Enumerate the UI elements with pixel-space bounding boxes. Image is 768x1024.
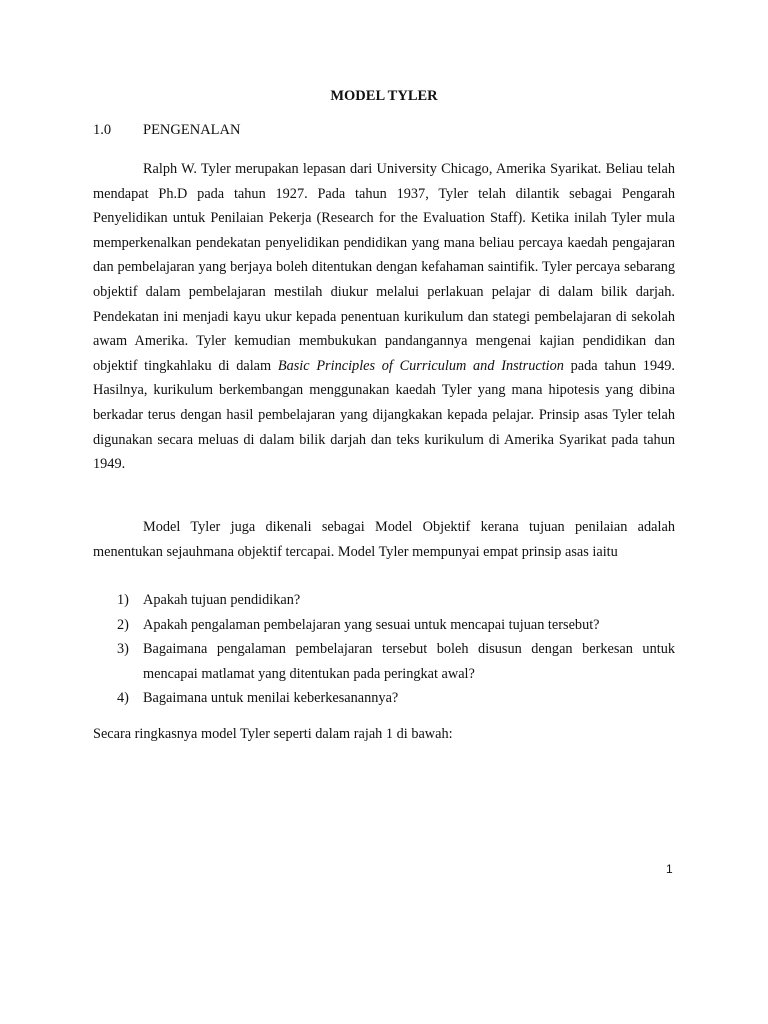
intro-paragraph [93,157,675,477]
list-marker: 2) [117,616,129,633]
list-marker: 3) [117,641,129,658]
document-title: MODEL TYLER [330,88,438,104]
principles-list [93,588,675,711]
list-item [93,613,675,638]
list-marker: 1) [117,592,129,608]
list-item-text: Bagaimana untuk menilai keberkesanannya? [143,690,399,707]
intro-text-start: Ralph W. Tyler merupakan lepasan dari University Chicago, Amerika Syarikat. Beliau telah mendapat Ph.D pada tahun 1927. Pada tahun 1937, Tyler telah dilantik sebagai Pengarah Penyelidikan untuk Penilaian Pekerja (Research for the Evaluation Staff). Ketika inilah Tyler mula memperkenalkan pendekatan penyelidikan pendidikan yang mana beliau percaya kaedah pengajaran dan pembelajaran yang berjaya boleh ditentukan dengan kefahaman saintifik. Tyler percaya sebarang objektif dalam pembelajaran mestilah diukur melalui perlakuan pelajar di dalam bilik darjah. Pendekatan ini menjadi kayu ukur kepada penentuan kurikulum dan stategi pembelajaran di sekolah awam Amerika. Tyler kemudian membukukan pandangannya mengenai kajian pendidikan dan objektif tingkahlaku di dalam [93,161,675,374]
list-item [93,588,675,613]
summary-sentence: Secara ringkasnya model Tyler seperti dalam rajah 1 di bawah: [93,726,453,742]
list-item [93,637,675,686]
list-item-text: Apakah tujuan pendidikan? [143,592,301,608]
book-title: Basic Principles of Curriculum and Instruction [277,357,564,374]
page-number: 1 [666,862,673,876]
list-item-text: Bagaimana pengalaman pembelajaran tersebut boleh disusun dengan berkesan untuk mencapai matlamat yang ditentukan pada peringkat awal? [143,641,675,682]
section-title: PENGENALAN [143,122,241,138]
section-heading [93,122,240,139]
list-item-text: Apakah pengalaman pembelajaran yang sesuai untuk mencapai tujuan tersebut? [143,616,600,633]
list-marker: 4) [117,690,129,707]
list-item [93,686,675,711]
intro-text-end: pada tahun 1949. Hasilnya, kurikulum berkembangan menggunakan kaedah Tyler yang mana hipotesis yang dibina berkadar terus dengan hasil pembelajaran yang dijangkakan kepada pelajar. Prinsip asas Tyler telah digunakan secara meluas di dalam bilik darjah dan teks kurikulum di Amerika Syarikat pada tahun 1949. [93,357,675,473]
model-paragraph: Model Tyler juga dikenali sebagai Model Objektif kerana tujuan penilaian adalah menentukan sejauhmana objektif tercapai. Model Tyler mempunyai empat prinsip asas iaitu [93,519,675,560]
section-number: 1.0 [93,122,112,138]
